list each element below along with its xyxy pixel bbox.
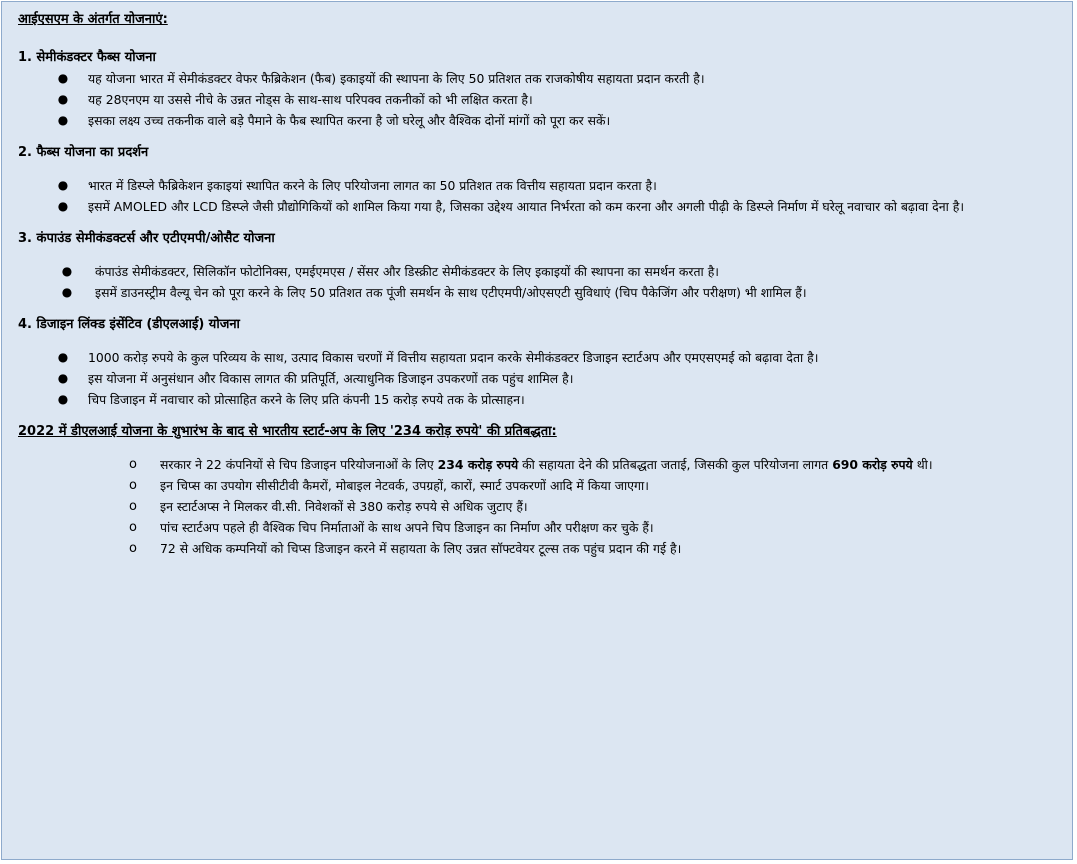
list-item-text: इसमें AMOLED और LCD डिस्प्ले जैसी प्रौद्योगिकियों को शामिल किया गया है, जिसका उद्देश्य आयात निर्भरता को कम करना और अगली पीढ़ी के डिस्प्ले निर्माण में घरेलू नवाचार को बढ़ावा देना है। bbox=[88, 199, 965, 214]
section-1-title: 1. सेमीकंडक्टर फैब्स योजना bbox=[18, 50, 156, 65]
commitment-title: 2022 में डीएलआई योजना के शुभारंभ के बाद से भारतीय स्टार्ट-अप के लिए '234 करोड़ रुपये' की प्रतिबद्धता: bbox=[18, 424, 557, 439]
section-3-title: 3. कंपाउंड सेमीकंडक्टर्स और एटीएमपी/ओसैट योजना bbox=[18, 231, 275, 246]
text-fragment: थी। bbox=[912, 457, 933, 472]
list-item-text: 1000 करोड़ रुपये के कुल परिव्यय के साथ, उत्पाद विकास चरणों में वित्तीय सहायता प्रदान करके सेमीकंडक्टर डिजाइन स्टार्टअप और एमएसएमई को बढ़ावा देता है। bbox=[88, 350, 819, 365]
list-item bbox=[18, 110, 1058, 131]
list-item-text: भारत में डिस्प्ले फैब्रिकेशन इकाइयां स्थापित करने के लिए परियोजना लागत का 50 प्रतिशत तक वित्तीय सहायता प्रदान करता है। bbox=[88, 178, 657, 193]
list-item bbox=[18, 368, 1058, 389]
hollow-bullet-icon: o bbox=[129, 478, 137, 493]
section-4-list bbox=[18, 347, 1058, 410]
bullet-icon: ● bbox=[57, 71, 69, 85]
list-item-text: यह 28एनएम या उससे नीचे के उन्नत नोड्स के साथ-साथ परिपक्व तकनीकों को भी लक्षित करता है। bbox=[88, 92, 533, 107]
section-3-list bbox=[18, 261, 1058, 303]
list-item-text bbox=[160, 457, 933, 472]
bullet-icon: ● bbox=[57, 350, 69, 364]
list-item bbox=[18, 282, 1058, 303]
bullet-icon: ● bbox=[61, 285, 73, 299]
list-item bbox=[18, 389, 1058, 410]
highlight-amount: 690 करोड़ रुपये bbox=[832, 457, 913, 472]
list-item bbox=[18, 454, 1058, 475]
bullet-icon: ● bbox=[57, 392, 69, 406]
hollow-bullet-icon: o bbox=[129, 499, 137, 514]
hollow-bullet-icon: o bbox=[129, 520, 137, 535]
bullet-icon: ● bbox=[57, 199, 69, 213]
bullet-icon: ● bbox=[61, 264, 73, 278]
list-item bbox=[18, 89, 1058, 110]
content-panel bbox=[1, 1, 1073, 860]
list-item bbox=[18, 347, 1058, 368]
highlight-amount: 234 करोड़ रुपये bbox=[437, 457, 519, 472]
page-title: आईएसएम के अंतर्गत योजनाएं: bbox=[18, 12, 168, 27]
document-body bbox=[18, 10, 1058, 559]
bullet-icon: ● bbox=[57, 113, 69, 127]
list-item bbox=[18, 517, 1058, 538]
section-4-title: 4. डिजाइन लिंक्ड इंसेंटिव (डीएलआई) योजना bbox=[18, 317, 240, 332]
list-item-text: इन चिप्स का उपयोग सीसीटीवी कैमरों, मोबाइल नेटवर्क, उपग्रहों, कारों, स्मार्ट उपकरणों आदि में किया जाएगा। bbox=[160, 478, 649, 493]
list-item bbox=[18, 68, 1058, 89]
text-fragment: सरकार ने 22 कंपनियों से चिप डिजाइन परियोजनाओं के लिए bbox=[160, 457, 438, 472]
bullet-icon: ● bbox=[57, 371, 69, 385]
section-1-list bbox=[18, 68, 1058, 131]
section-2-list bbox=[18, 175, 1058, 217]
hollow-bullet-icon: o bbox=[129, 541, 137, 556]
list-item-text: इस योजना में अनुसंधान और विकास लागत की प्रतिपूर्ति, अत्याधुनिक डिजाइन उपकरणों तक पहुंच शामिल है। bbox=[88, 371, 574, 386]
list-item bbox=[18, 496, 1058, 517]
list-item-text: इन स्टार्टअप्स ने मिलकर वी.सी. निवेशकों से 380 करोड़ रुपये से अधिक जुटाए हैं। bbox=[160, 499, 528, 514]
list-item bbox=[18, 538, 1058, 559]
bullet-icon: ● bbox=[57, 92, 69, 106]
section-2-title: 2. फैब्स योजना का प्रदर्शन bbox=[18, 145, 149, 160]
list-item-text: पांच स्टार्टअप पहले ही वैश्विक चिप निर्माताओं के साथ अपने चिप डिजाइन का निर्माण और परीक्षण कर चुके हैं। bbox=[160, 520, 654, 535]
list-item bbox=[18, 261, 1058, 282]
commitment-list bbox=[18, 454, 1058, 559]
list-item-text: चिप डिजाइन में नवाचार को प्रोत्साहित करने के लिए प्रति कंपनी 15 करोड़ रुपये तक के प्रोत्साहन। bbox=[88, 392, 525, 407]
list-item-text: 72 से अधिक कम्पनियों को चिप्स डिजाइन करने में सहायता के लिए उन्नत सॉफ्टवेयर टूल्स तक पहुंच प्रदान की गई है। bbox=[160, 541, 682, 556]
list-item-text: इसमें डाउनस्ट्रीम वैल्यू चेन को पूरा करने के लिए 50 प्रतिशत तक पूंजी समर्थन के साथ एटीएमपी/ओएसएटी सुविधाएं (चिप पैकेजिंग और परीक्षण) भी शामिल हैं। bbox=[95, 285, 807, 300]
list-item bbox=[18, 475, 1058, 496]
list-item-text: कंपाउंड सेमीकंडक्टर, सिलिकॉन फोटोनिक्स, एमईएमएस / सेंसर और डिस्क्रीट सेमीकंडक्टर के लिए इकाइयों की स्थापना का समर्थन करता है। bbox=[95, 264, 719, 279]
list-item bbox=[18, 175, 1058, 196]
list-item-text: यह योजना भारत में सेमीकंडक्टर वेफर फैब्रिकेशन (फैब) इकाइयों की स्थापना के लिए 50 प्रतिशत तक राजकोषीय सहायता प्रदान करती है। bbox=[88, 71, 705, 86]
bullet-icon: ● bbox=[57, 178, 69, 192]
list-item-text: इसका लक्ष्य उच्च तकनीक वाले बड़े पैमाने के फैब स्थापित करना है जो घरेलू और वैश्विक दोनों मांगों को पूरा कर सकें। bbox=[88, 113, 611, 128]
hollow-bullet-icon: o bbox=[129, 457, 137, 472]
list-item bbox=[18, 196, 1058, 217]
text-fragment: की सहायता देने की प्रतिबद्धता जताई, जिसकी कुल परियोजना लागत bbox=[518, 457, 833, 472]
